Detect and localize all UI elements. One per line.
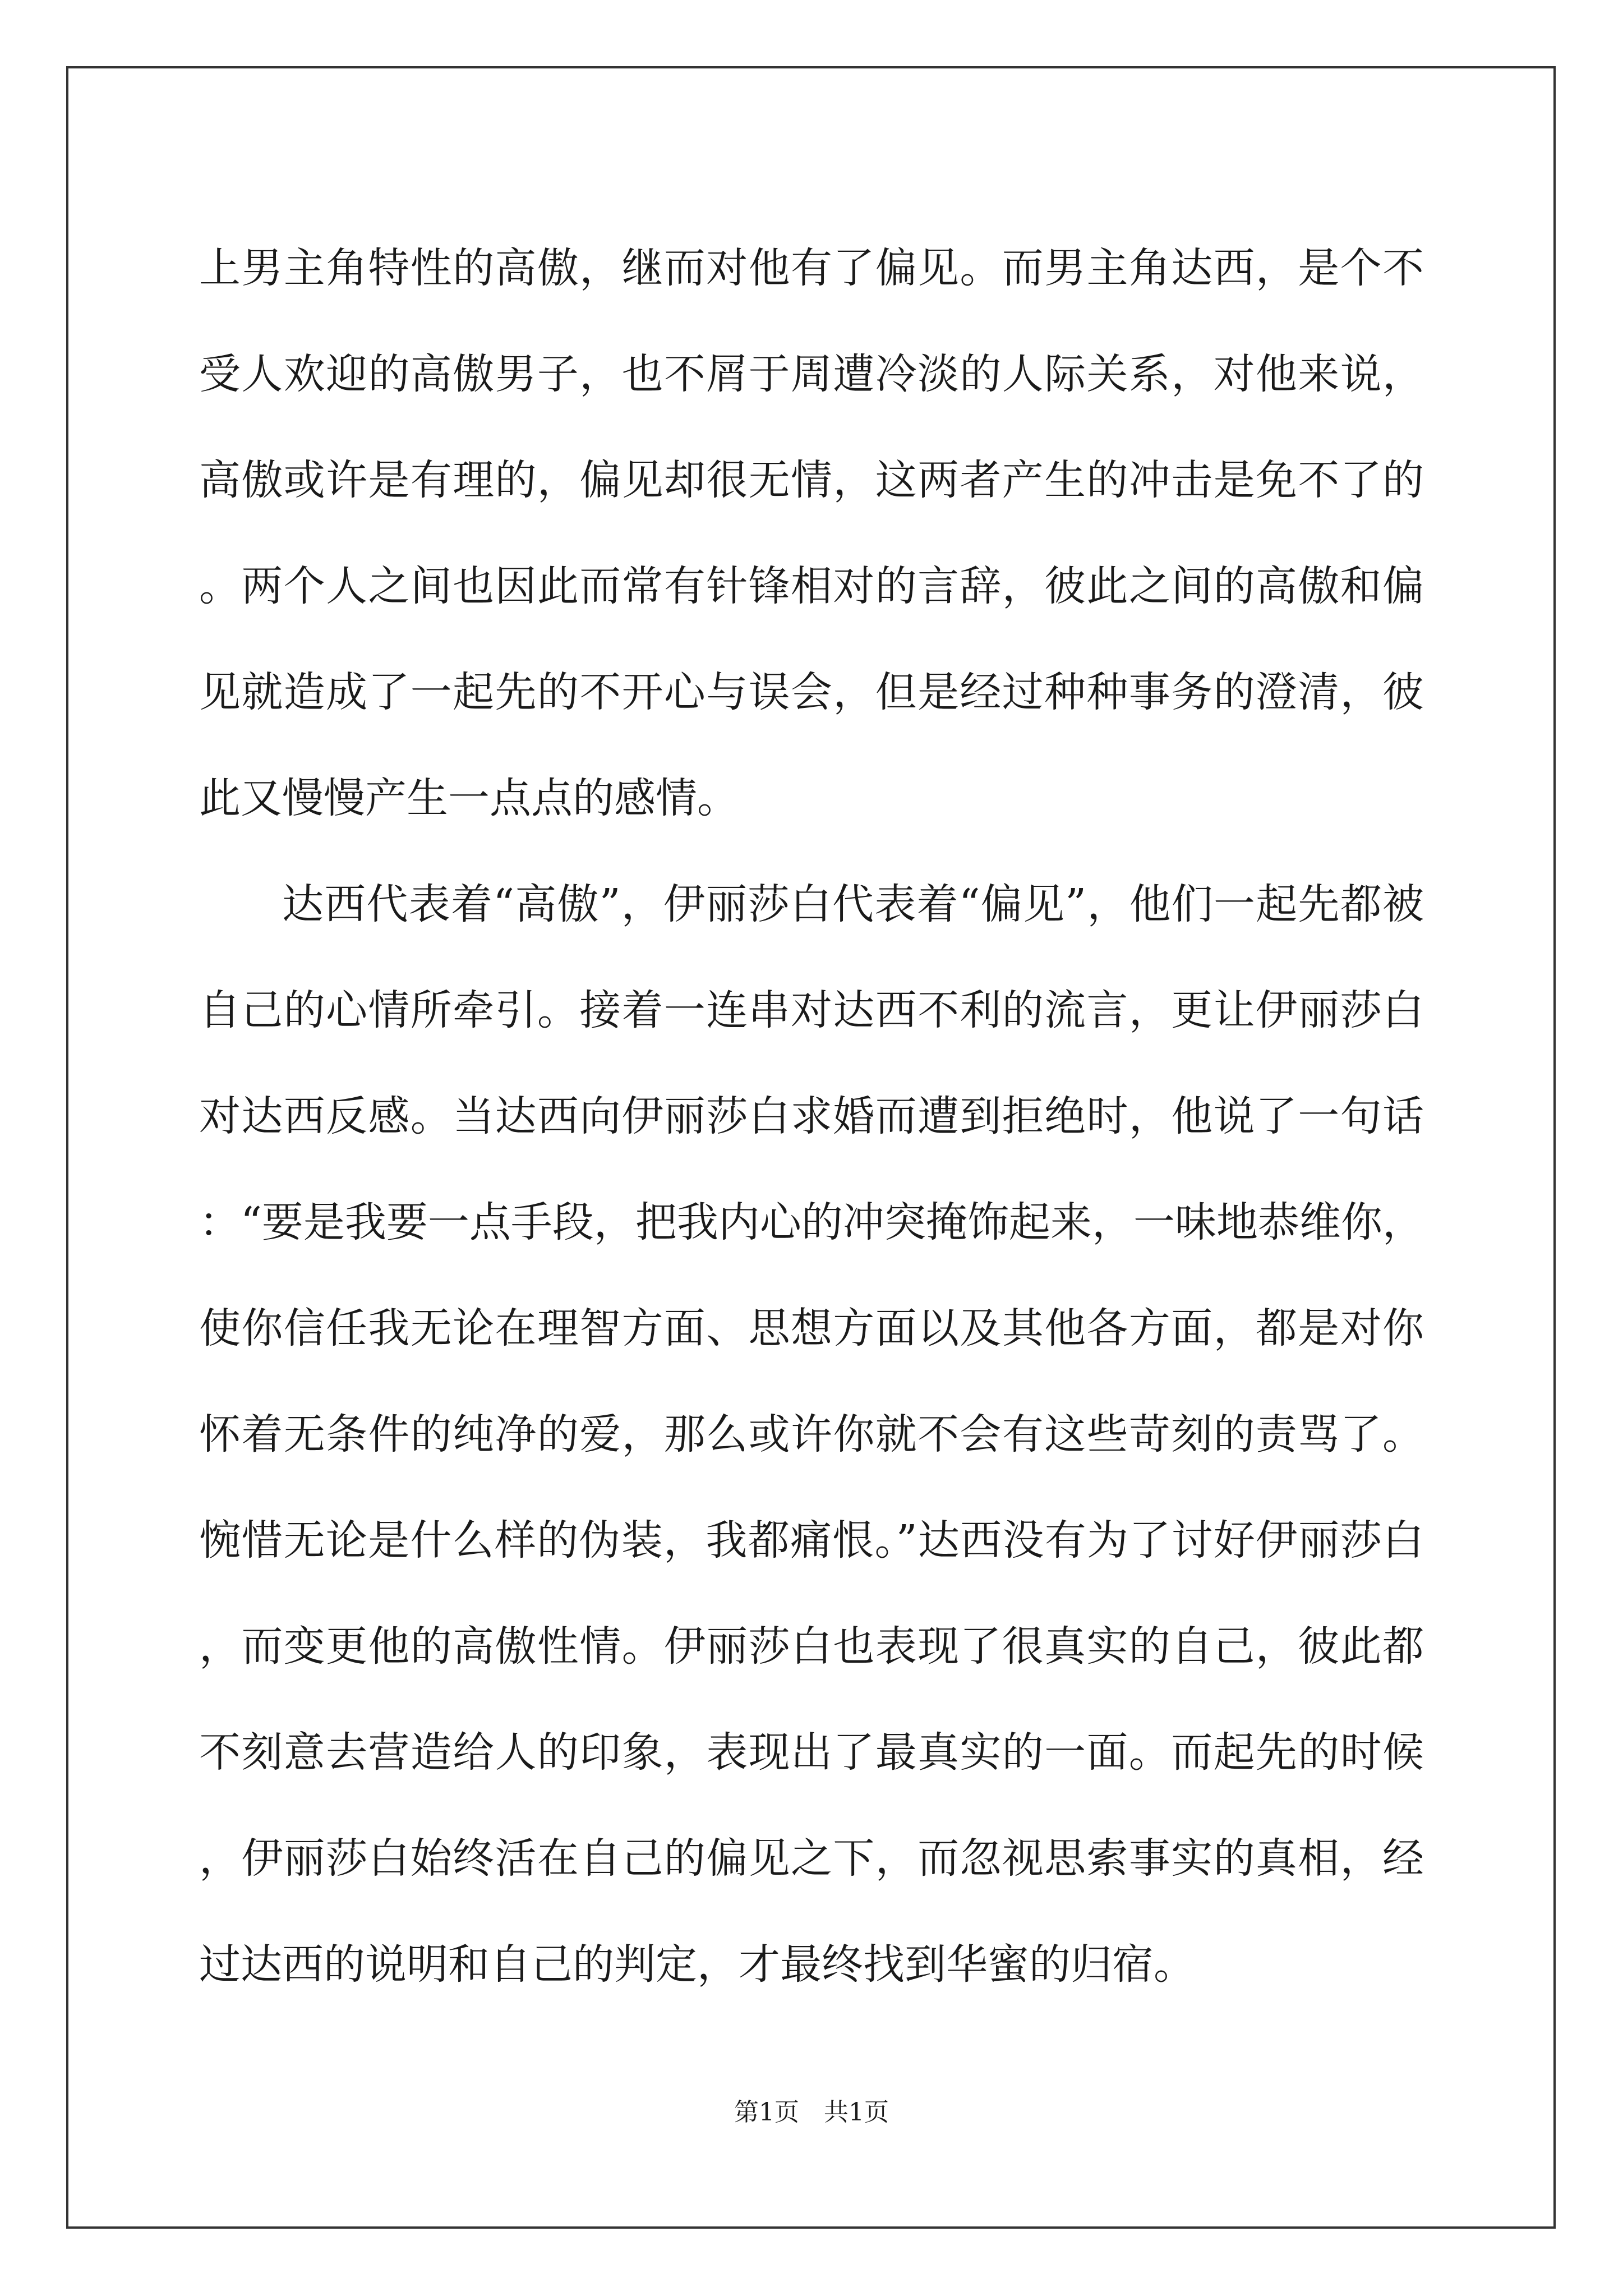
page-number-footer: 第1页 共1页	[734, 2098, 889, 2127]
paragraph-1: 上男主角特性的高傲，继而对他有了偏见。而男主角达西，是个不受人欢迎的高傲男子，也不屑于周遭冷淡的人际关系，对他来说，高傲或许是有理的，偏见却很无情，这两者产生的冲击是免不了的。两个人之间也因此而常有针锋相对的言辞，彼此之间的高傲和偏见就造成了一起先的不开心与误会，但是经过种种事务的澄清，彼此又慢慢产生一点点的感情。	[199, 244, 1424, 822]
paragraph-2: 达西代表着“高傲”，伊丽莎白代表着“偏见”，他们一起先都被自己的心情所牵引。接着一连串对达西不利的流言，更让伊丽莎白对达西反感。当达西向伊丽莎白求婚而遭到拒绝时，他说了一句话：“要是我要一点手段，把我内心的冲突掩饰起来，一味地恭维你，使你信任我无论在理智方面、思想方面以及其他各方面，都是对你怀着无条件的纯净的爱，那么或许你就不会有这些苛刻的责骂了。惋惜无论是什么样的伪装，我都痛恨。”达西没有为了讨好伊丽莎白，而变更他的高傲性情。伊丽莎白也表现了很真实的自己，彼此都不刻意去营造给人的印象，表现出了最真实的一面。而起先的时候，伊丽莎白始终活在自己的偏见之下，而忽视思索事实的真相，经过达西的说明和自己的判定，才最终找到华蜜的归宿。	[199, 880, 1424, 1989]
document-body	[199, 215, 1424, 2018]
